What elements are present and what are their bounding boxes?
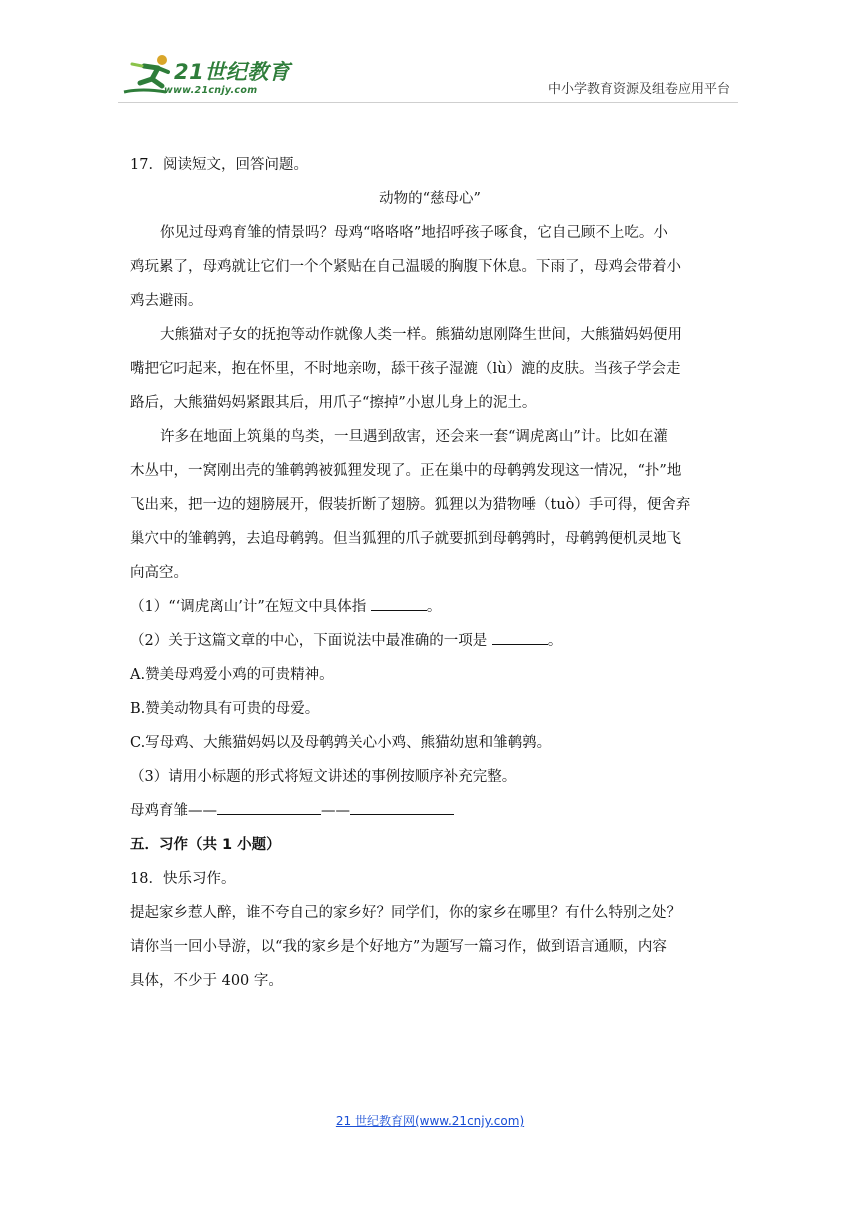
sub-question-3-answer: [130, 794, 730, 828]
sub-question-2-text: （2）关于这篇文章的中心，下面说法中最准确的一项是: [130, 633, 488, 649]
sub-question-3-dash: ——: [321, 803, 350, 819]
option-b[interactable]: B.赞美动物具有可贵的母爱。: [130, 701, 320, 717]
passage-line: 嘴把它叼起来，抱在怀里，不时地亲吻，舔干孩子湿漉（lù）漉的皮肤。当孩子学会走: [130, 361, 681, 377]
sub-question-2-end: 。: [547, 633, 563, 649]
question-18-line: 请你当一回小导游，以“我的家乡是个好地方”为题写一篇习作，做到语言通顺，内容: [130, 939, 667, 955]
passage-line: 鸡去避雨。: [130, 293, 203, 309]
option-a[interactable]: A.赞美母鸡爱小鸡的可贵精神。: [130, 667, 334, 683]
page-header: [0, 0, 860, 110]
answer-blank[interactable]: [350, 800, 454, 815]
sub-question-1: [130, 590, 730, 624]
logo-text: 21世纪教育: [174, 60, 291, 84]
passage-line: 你见过母鸡育雏的情景吗？母鸡“咯咯咯”地招呼孩子啄食，它自己顾不上吃。小: [160, 225, 668, 241]
sub-question-3-label: 母鸡育雏——: [130, 803, 217, 819]
passage-line: 木丛中，一窝刚出壳的雏鹌鹑被狐狸发现了。正在巢中的母鹌鹑发现这一情况，“扑”地: [130, 463, 682, 479]
section-5-heading: 五．习作（共 1 小题）: [130, 837, 281, 853]
question-17-stem: 17．阅读短文，回答问题。: [130, 157, 308, 173]
passage-line: 许多在地面上筑巢的鸟类，一旦遇到敌害，还会来一套“调虎离山”计。比如在灌: [160, 429, 668, 445]
logo-url: www.21cnjy.com: [164, 85, 258, 96]
sub-question-1-text: （1）“‘调虎离山’计”在短文中具体指: [130, 599, 367, 615]
site-logo[interactable]: [122, 52, 292, 102]
passage-title: 动物的“慈母心”: [379, 191, 481, 207]
platform-name: 中小学教育资源及组卷应用平台: [547, 82, 730, 97]
exam-content: [130, 148, 730, 998]
question-18-line: 提起家乡惹人醉，谁不夸自己的家乡好？同学们，你的家乡在哪里？有什么特别之处？: [130, 905, 681, 921]
passage-line: 向高空。: [130, 565, 188, 581]
answer-blank[interactable]: [371, 596, 427, 611]
passage-line: 大熊猫对子女的抚抱等动作就像人类一样。熊猫幼崽刚降生世间，大熊猫妈妈便用: [160, 327, 682, 343]
question-18-line: 具体，不少于 400 字。: [130, 973, 283, 989]
sub-question-1-end: 。: [426, 599, 442, 615]
passage-line: 鸡玩累了，母鸡就让它们一个个紧贴在自己温暖的胸腹下休息。下雨了，母鸡会带着小: [130, 259, 681, 275]
passage-line: 路后，大熊猫妈妈紧跟其后，用爪子“擦掉”小崽儿身上的泥土。: [130, 395, 537, 411]
passage-line: 飞出来，把一边的翅膀展开，假装折断了翅膀。狐狸以为猎物唾（tuò）手可得，便舍弃: [130, 497, 691, 513]
answer-blank[interactable]: [217, 800, 321, 815]
sub-question-3: （3）请用小标题的形式将短文讲述的事例按顺序补充完整。: [130, 769, 517, 785]
footer-link[interactable]: 21 世纪教育网(www.21cnjy.com): [335, 1114, 525, 1128]
answer-blank[interactable]: [492, 630, 548, 645]
header-divider: [118, 102, 738, 103]
passage-line: 巢穴中的雏鹌鹑，去追母鹌鹑。但当狐狸的爪子就要抓到母鹌鹑时，母鹌鹑便机灵地飞: [130, 531, 681, 547]
option-c[interactable]: C.写母鸡、大熊猫妈妈以及母鹌鹑关心小鸡、熊猫幼崽和雏鹌鹑。: [130, 735, 552, 751]
sub-question-2: [130, 624, 730, 658]
question-18-stem: 18．快乐习作。: [130, 871, 236, 887]
